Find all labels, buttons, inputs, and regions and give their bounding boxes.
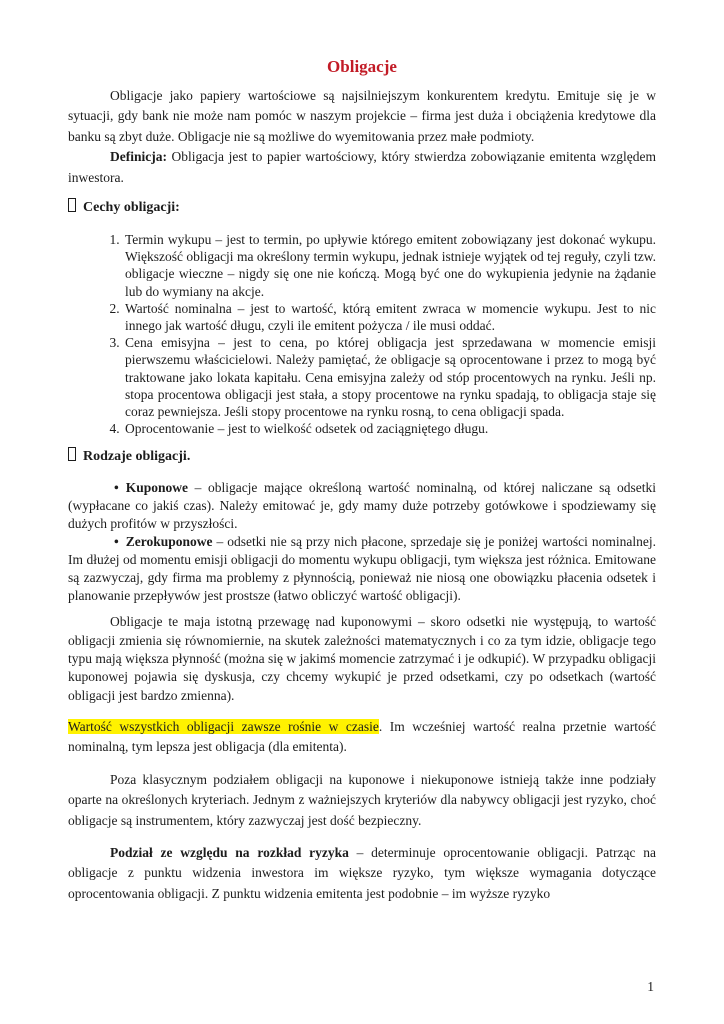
list-item: 1. Termin wykupu – jest to termin, po upływie którego emitent zobowiązany jest dokonać wykupu. Większość obligacji ma określony termin wykupu, jednak istnieje wyjątek od tej reguły, czyli tzw. obligacje wieczne – nigdy się one nie kończą. Mogą być one do wykupienia jedynie na żądanie lub do wymiany na akcje. [123, 231, 656, 300]
risk-paragraph [68, 843, 656, 904]
bullet-icon: • [114, 480, 119, 496]
bullet-text: – obligacje mające określoną wartość nominalną, od której naliczane są odsetki (wypłacane co jakiś czas). Należy emitować je, gdy mamy duże potrzeby gotówkowe i spodziewamy się dużych profitów w przyszłości. [68, 480, 656, 532]
definition-label: Definicja: [110, 149, 167, 165]
bullet-paragraph-zerokuponowe [68, 533, 656, 605]
bullet-paragraph-kuponowe [68, 479, 656, 533]
bullet-lead: Kuponowe [125, 480, 189, 496]
list-item: 3. Cena emisyjna – jest to cena, po której obligacja jest sprzedawana w momencie emisji pierwszemu właścicielowi. Należy pamiętać, że obligacje są oprocentowane i przez to mogą być traktowane jako lokata kapitału. Cena emisyjna zależy od stóp procentowych na rynku. Jeśli np. stopa procentowa obligacji jest stała, a stopy procentowe na rynku spadają, to obligacja staje się coraz pewniejsza. Jeśli stopy procentowe na rynku rosną, to cena obligacji spada. [123, 334, 656, 420]
definition-paragraph [68, 147, 656, 188]
bullet-lead: Zerokuponowe [125, 534, 213, 550]
risk-lead: Podział ze względu na rozkład ryzyka [110, 844, 349, 860]
list-item: 2. Wartość nominalna – jest to wartość, którą emitent zwraca w momencie wykupu. Jest to nic innego jak wartość długu, czyli ile emitent pożycza / ile musi oddać. [123, 300, 656, 334]
bullet-text: – odsetki nie są przy nich płacone, sprzedaje się je poniżej wartości nominalnej. Im dłużej od momentu emisji obligacji do momentu wykupu obligacji, tym większa jest różnica. Emitowane są zazwyczaj, gdy firma ma problemy z płynnością, ponieważ nie niosą one obowiązku płacenia odsetek i planowanie przepływów jest prostsze (łatwo obliczyć wartość obligacji). [68, 534, 656, 604]
features-list [68, 231, 656, 437]
page-title: Obligacje [327, 57, 397, 76]
bullet-icon: • [114, 534, 119, 550]
risk-text: – determinuje oprocentowanie obligacji. Patrząc na obligacje z punktu widzenia inwestora im większe ryzyko, tym większe wymagania dotyczące oprocentowania obligacji. Z punktu widzenia emitenta jest podobnie – im wyższe ryzyko [68, 844, 657, 901]
definition-text: Obligacja jest to papier wartościowy, który stwierdza zobowiązanie emitenta względem inwestora. [68, 149, 656, 185]
features-heading-text: Cechy obligacji: [83, 200, 180, 216]
highlight-paragraph [68, 717, 656, 758]
intro-paragraph: Obligacje jako papiery wartościowe są najsilniejszym konkurentem kredytu. Emituje się je w sytuacji, gdy bank nie może nam pomóc w naszym projekcie – firma jest duża i obciążenia kredytowe dla banku są zbyt duże. Obligacje nie są możliwe do wyemitowania przez małe podmioty. [68, 88, 656, 144]
list-item: 4. Oprocentowanie – jest to wielkość odsetek od zaciągniętego długu. [123, 420, 656, 437]
types-heading [68, 447, 656, 467]
features-heading [68, 198, 656, 218]
division-intro-paragraph: Poza klasycznym podziałem obligacji na kuponowe i niekuponowe istnieją także inne podziały oparte na określonych kryteriach. Jednym z ważniejszych kryteriów dla nabywcy obligacji jest ryzyko, choć obligacje są instrumentem, który zazwyczaj jest dość bezpieczny. [68, 771, 656, 828]
page-number: 1 [647, 979, 654, 994]
missing-glyph-box-icon [68, 447, 76, 461]
advantage-paragraph: Obligacje te maja istotną przewagę nad kuponowymi – skoro odsetki nie występują, to wartość obligacji zmienia się równomiernie, na skutek zależności matematycznych i co za tym idzie, obligacje tego typu mają większa płynność (można się w jakimś momencie zatrzymać i je odkupić). W przypadku obligacji kuponowej pojawia się dyskusja, czy chcemy wykupić je przed odsetkami, czy po odsetkach (wartość obligacji jest bardzo zmienna). [68, 614, 656, 703]
highlighted-text: Wartość wszystkich obligacji zawsze rośnie w czasie [68, 718, 379, 734]
types-heading-text: Rodzaje obligacji. [83, 449, 191, 465]
missing-glyph-box-icon [68, 198, 76, 212]
highlight-rest-text: . Im wcześniej wartość realna przetnie wartość nominalną, tym lepsza jest obligacja (dla emitenta). [68, 718, 656, 755]
